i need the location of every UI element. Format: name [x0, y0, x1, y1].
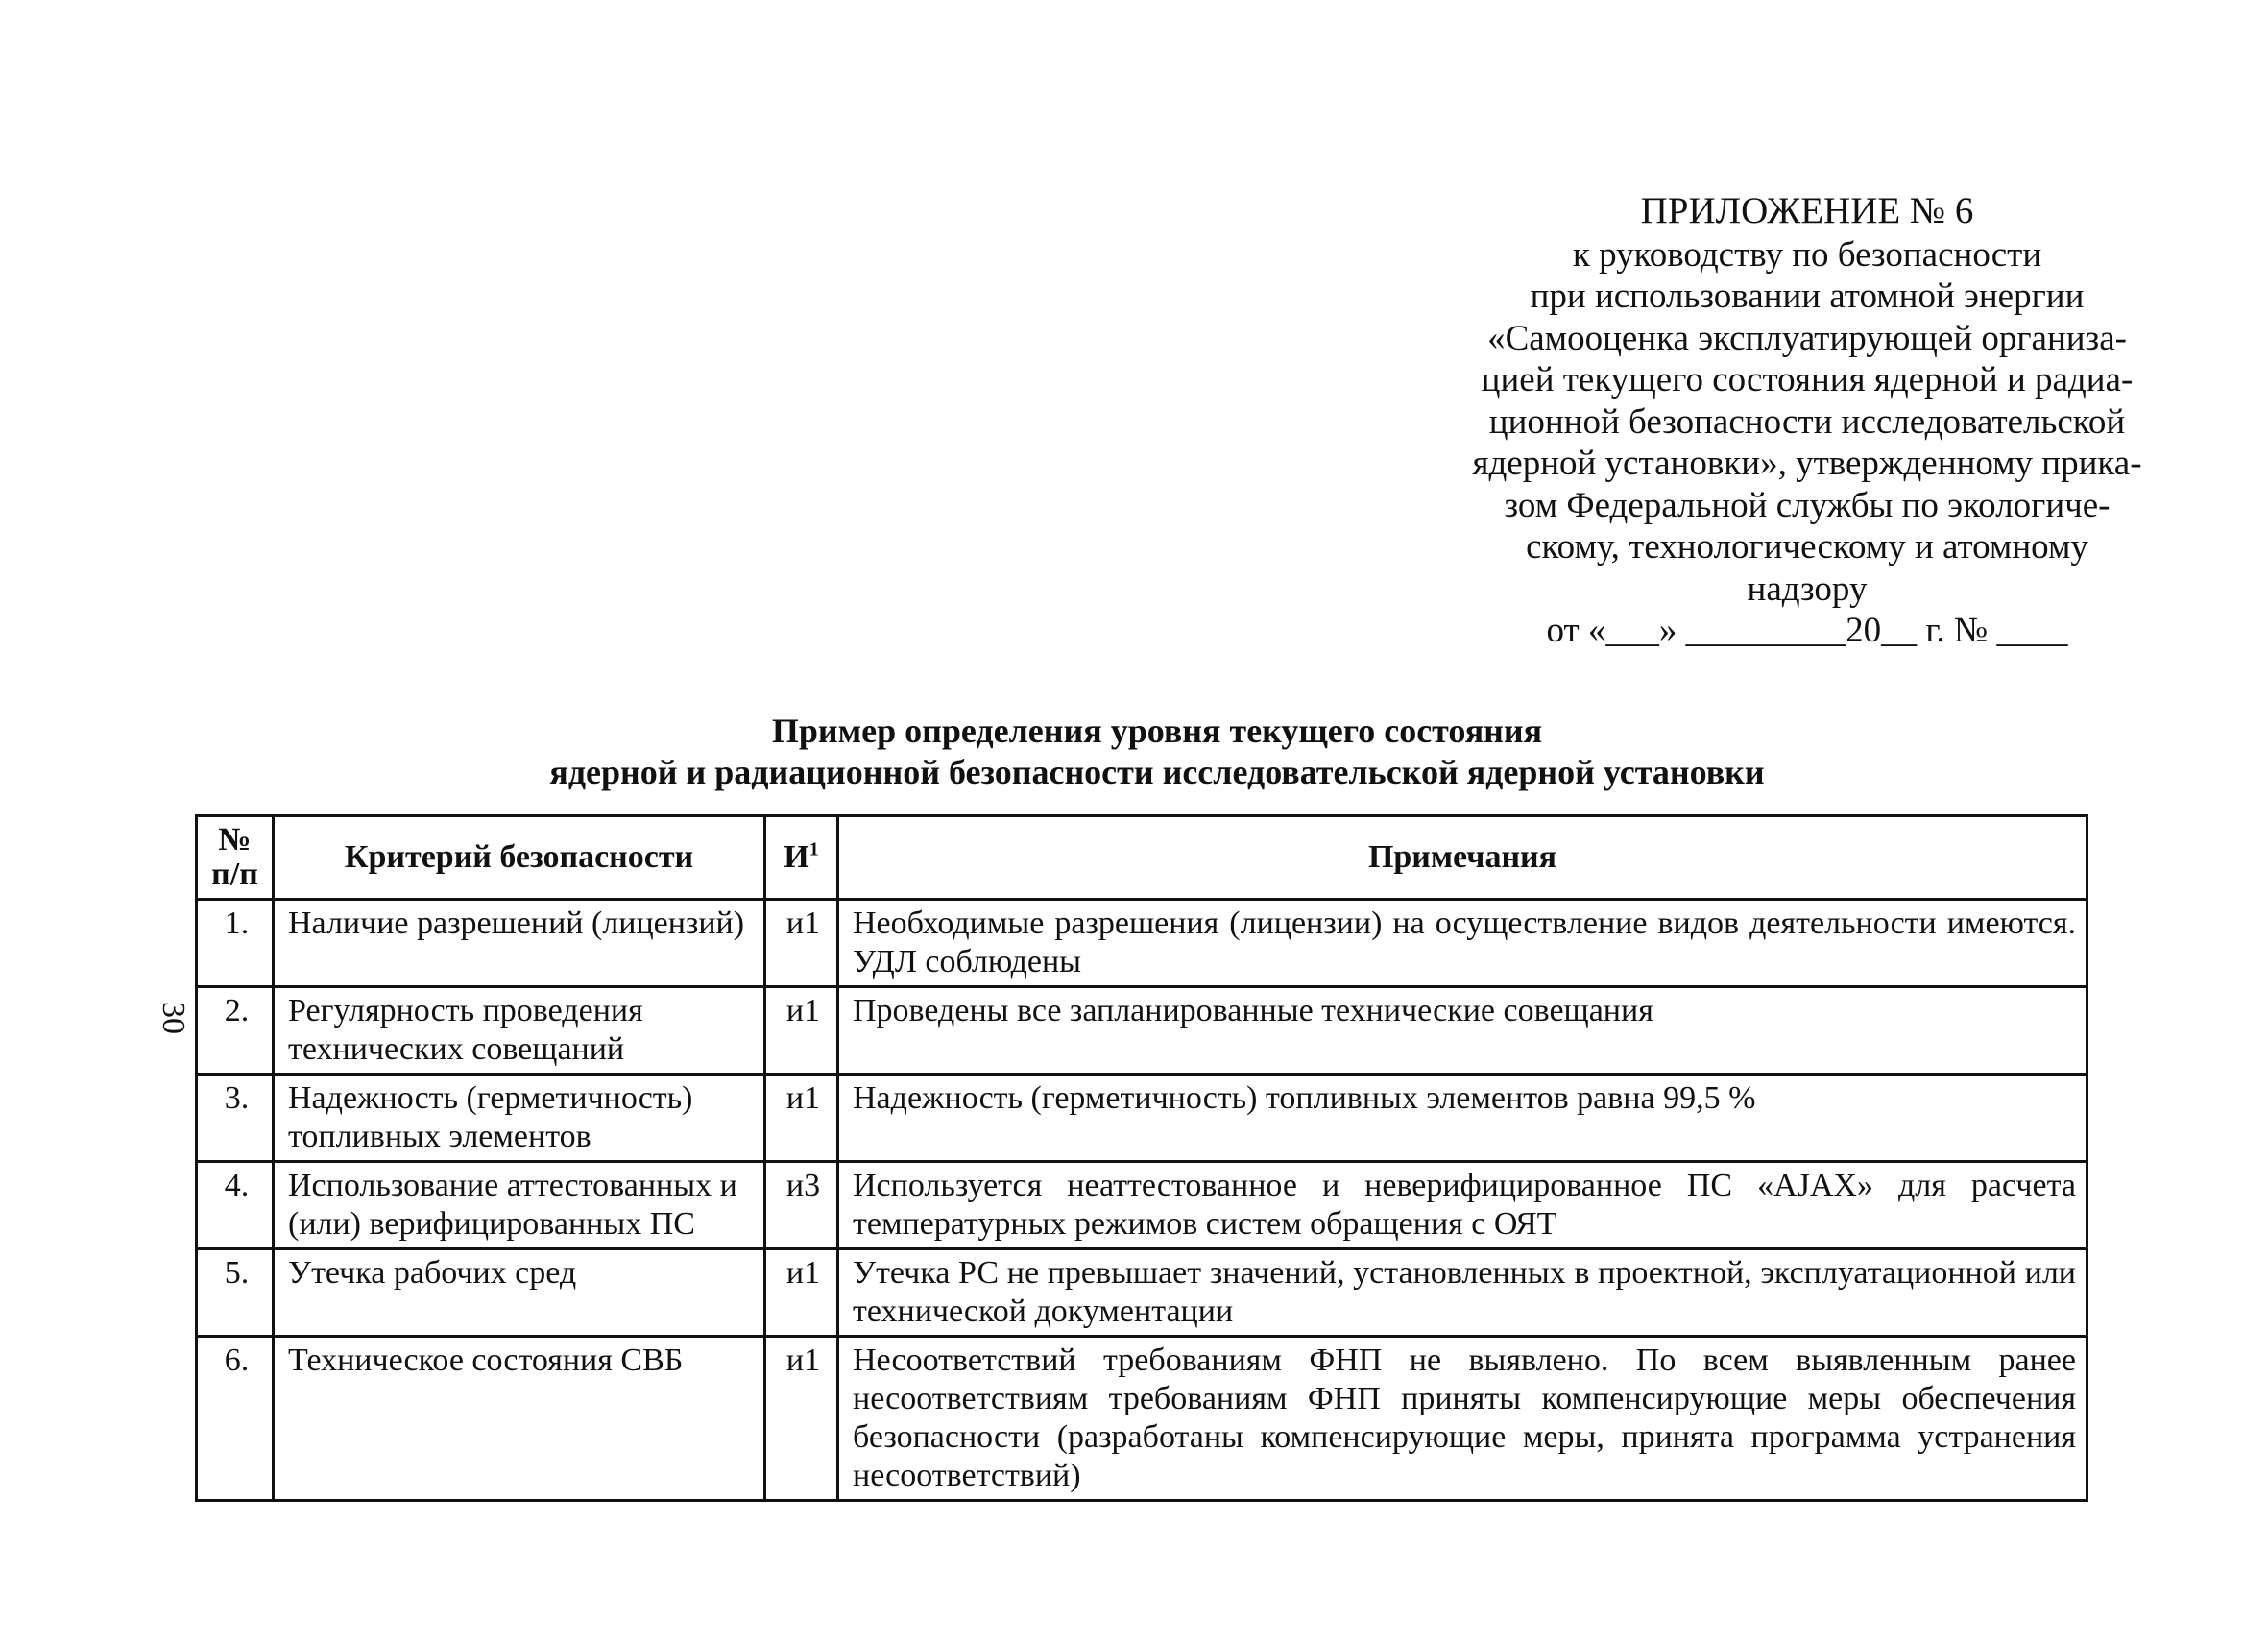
table-row [197, 1337, 2087, 1501]
appendix-line: при использовании атомной энергии [1530, 277, 2085, 316]
row-criterion: Наличие разрешений (лицензий) [274, 900, 765, 987]
row-number: 3. [197, 1075, 274, 1162]
document-title-line-2: ядерной и радиационной безопасности исследовательской ядерной установки [549, 753, 1765, 791]
row-indicator: и1 [765, 900, 838, 987]
appendix-line: надзору [1747, 568, 1868, 609]
appendix-line: скому, технологическому и атомному [1526, 527, 2088, 567]
row-note: Используется неаттестованное и неверифицированное ПС «AJAX» для расчета температурных режимов систем обращения с ОЯТ [838, 1162, 2087, 1249]
header-indicator [765, 816, 838, 900]
row-criterion: Техническое состояния СВБ [274, 1337, 765, 1501]
table-row [197, 1162, 2087, 1249]
criteria-table [195, 814, 2088, 1502]
row-indicator: и1 [765, 987, 838, 1075]
row-number: 4. [197, 1162, 274, 1249]
appendix-header [1394, 190, 2220, 652]
row-criterion: Регулярность проведения технических совещаний [274, 987, 765, 1075]
row-note: Необходимые разрешения (лицензии) на осуществление видов деятельности имеются. УДЛ соблюдены [838, 900, 2087, 987]
appendix-line: цией текущего состояния ядерной и радиа- [1481, 360, 2134, 399]
header-criterion: Критерий безопасности [274, 816, 765, 900]
row-criterion: Использование аттестованных и (или) верифицированных ПС [274, 1162, 765, 1249]
row-criterion: Надежность (герметичность) топливных элементов [274, 1075, 765, 1162]
document-title [288, 711, 2026, 793]
row-note: Утечка РС не превышает значений, установленных в проектной, эксплуатационной или технической документации [838, 1249, 2087, 1337]
row-number: 1. [197, 900, 274, 987]
row-number: 5. [197, 1249, 274, 1337]
page-number: 30 [156, 1002, 191, 1034]
row-criterion: Утечка рабочих сред [274, 1249, 765, 1337]
document-title-line-1: Пример определения уровня текущего состояния [771, 712, 1543, 750]
table-row [197, 987, 2087, 1075]
appendix-line: ционной безопасности исследовательской [1488, 401, 2126, 442]
row-note: Надежность (герметичность) топливных элементов равна 99,5 % [838, 1075, 2087, 1162]
header-number [197, 816, 274, 900]
row-indicator: и1 [765, 1249, 838, 1337]
appendix-line: зом Федеральной службы по экологиче- [1504, 485, 2111, 525]
row-number: 6. [197, 1337, 274, 1501]
row-note: Проведены все запланированные технические совещания [838, 987, 2087, 1075]
appendix-line: «Самооценка эксплуатирующей организа- [1487, 318, 2127, 358]
row-indicator: и1 [765, 1075, 838, 1162]
header-indicator-footnote: 1 [808, 838, 819, 860]
row-number: 2. [197, 987, 274, 1075]
appendix-line: к руководству по безопасности [1572, 234, 2042, 275]
row-note: Несоответствий требованиям ФНП не выявлено. По всем выявленным ранее несоответствиям требованиям ФНП приняты компенсирующие меры обеспечения безопасности (разработаны компенсирующие меры, принята программа устранения несоответствий) [838, 1337, 2087, 1501]
row-indicator: и1 [765, 1337, 838, 1501]
table-header-row [197, 816, 2087, 900]
row-indicator: и3 [765, 1162, 838, 1249]
header-indicator-label: И [784, 839, 809, 875]
appendix-line: ядерной установки», утвержденному прика- [1472, 444, 2142, 483]
table-row [197, 1075, 2087, 1162]
header-number-line-1: № [218, 822, 252, 858]
appendix-title: ПРИЛОЖЕНИЕ № 6 [1640, 190, 1974, 231]
header-notes: Примечания [838, 816, 2087, 900]
header-number-line-2: п/п [211, 857, 258, 892]
table-row [197, 1249, 2087, 1337]
appendix-date-line: от «___» _________20__ г. № ____ [1546, 611, 2068, 650]
table-row [197, 900, 2087, 987]
